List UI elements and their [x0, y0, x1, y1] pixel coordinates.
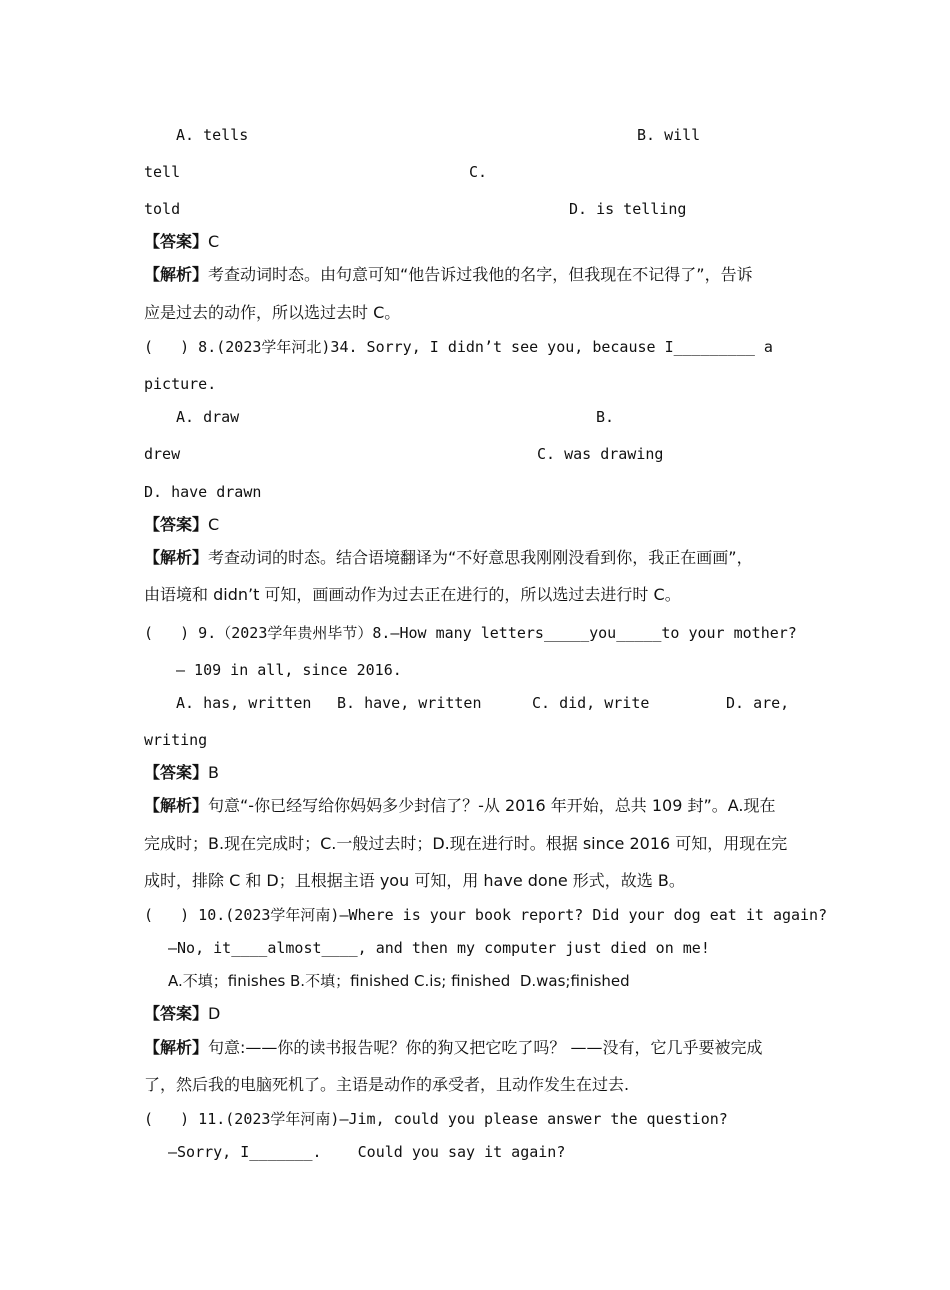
q9-analysis-line-2: 完成时；B.现在完成时；C.一般过去时；D.现在进行时。根据 since 2016 可知，用现在完 — [144, 834, 788, 853]
answer-tag: 【答案】 — [144, 232, 209, 251]
q9-analysis-line-3: 成时，排除 C 和 D；且根据主语 you 可知，用 have done 形式，故选 B。 — [144, 871, 685, 890]
answer-value: C — [208, 515, 220, 534]
q10-reply: —No, it____almost____, and then my computer just died on me! — [168, 939, 710, 957]
q8-option-a: A. draw — [176, 408, 240, 426]
q8-option-d: D. have drawn — [144, 483, 262, 501]
analysis-text: 句意:——你的读书报告呢？你的狗又把它吃了吗？ ——没有，它几乎要被完成 — [208, 1038, 763, 1057]
q8-analysis-line-2: 由语境和 didn’t 可知，画画动作为过去正在进行的，所以选过去进行时 C。 — [144, 585, 681, 604]
q7-analysis-line-2: 应是过去的动作，所以选过去时 C。 — [144, 303, 401, 322]
q9-option-c: C. did, write — [532, 694, 650, 712]
analysis-text: 句意“-你已经写给你妈妈多少封信了？-从 2016 年开始，总共 109 封”。A.现在 — [208, 796, 776, 815]
analysis-tag: 【解析】 — [144, 1038, 209, 1057]
q7-option-b: B. will — [637, 126, 701, 144]
q7-analysis-line-1 — [144, 264, 753, 286]
analysis-tag: 【解析】 — [144, 265, 209, 284]
q11-stem: ( ) 11.(2023学年河南)—Jim, could you please answer the question? — [144, 1110, 728, 1128]
analysis-tag: 【解析】 — [144, 548, 209, 567]
q9-option-d-cont: writing — [144, 731, 208, 749]
analysis-text: 考查动词的时态。结合语境翻译为“不好意思我刚刚没看到你，我正在画画”， — [208, 548, 753, 567]
q8-stem: ( ) 8.(2023学年河北)34. Sorry, I didn’t see you, because I_________ a — [144, 338, 773, 356]
q11-reply: —Sorry, I_______. Could you say it again? — [168, 1143, 566, 1161]
q7-option-c-cont: told — [144, 200, 181, 218]
answer-tag: 【答案】 — [144, 763, 209, 782]
q8-option-c: C. was drawing — [537, 445, 664, 463]
q10-options: A.不填；finishes B.不填；finished C.is; finished D.was;finished — [168, 972, 630, 990]
q9-option-a: A. has, written — [176, 694, 312, 712]
answer-tag: 【答案】 — [144, 515, 209, 534]
q7-answer — [144, 231, 219, 253]
q7-option-d: D. is telling — [569, 200, 687, 218]
q10-analysis-line-2: 了，然后我的电脑死机了。主语是动作的承受者，且动作发生在过去. — [144, 1075, 630, 1094]
answer-value: B — [208, 763, 219, 782]
q9-reply: — 109 in all, since 2016. — [176, 661, 402, 679]
q7-option-b-cont: tell — [144, 163, 181, 181]
q8-analysis-line-1 — [144, 547, 753, 569]
q7-option-a: A. tells — [176, 126, 249, 144]
q10-answer — [144, 1003, 220, 1025]
q9-answer — [144, 762, 219, 784]
answer-tag: 【答案】 — [144, 1004, 209, 1023]
answer-value: C — [208, 232, 220, 251]
answer-value: D — [208, 1004, 221, 1023]
q9-option-d: D. are, — [726, 694, 790, 712]
q8-option-b: B. — [596, 408, 615, 426]
q7-option-c: C. — [469, 163, 488, 181]
q9-analysis-line-1 — [144, 795, 776, 817]
q8-option-b-cont: drew — [144, 445, 181, 463]
analysis-tag: 【解析】 — [144, 796, 209, 815]
analysis-text: 考查动词时态。由句意可知“他告诉过我他的名字，但我现在不记得了”，告诉 — [208, 265, 753, 284]
q9-stem: ( ) 9.（2023学年贵州毕节）8.—How many letters_____you_____to your mother? — [144, 624, 797, 642]
q8-answer — [144, 514, 219, 536]
q10-analysis-line-1 — [144, 1037, 763, 1059]
q10-stem: ( ) 10.(2023学年河南)—Where is your book report? Did your dog eat it again? — [144, 906, 828, 924]
q9-option-b: B. have, written — [337, 694, 482, 712]
q8-stem-cont: picture. — [144, 375, 217, 393]
